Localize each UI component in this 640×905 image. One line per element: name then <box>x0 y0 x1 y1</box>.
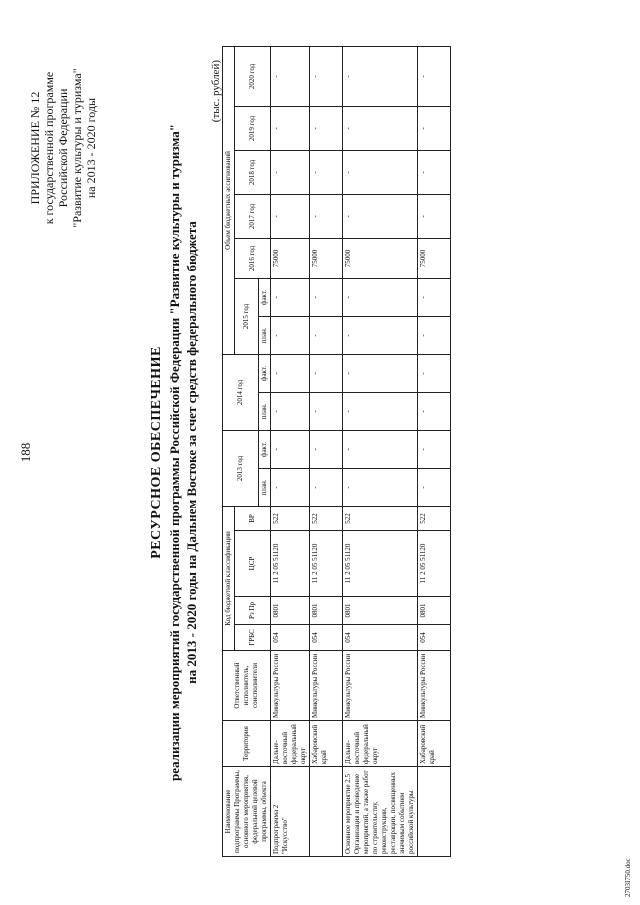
header-responsible: Ответственный исполнитель, соисполнители <box>223 651 271 721</box>
appendix-line-3: Российской Федерации <box>56 88 70 208</box>
appendix-line-1: ПРИЛОЖЕНИЕ № 12 <box>28 91 42 205</box>
page-number: 188 <box>18 442 33 463</box>
cell-2014-plan: - <box>271 392 310 430</box>
header-2014-fact: факт. <box>259 354 271 392</box>
header-budget-code: Код бюджетной классификации <box>223 506 235 650</box>
cell-responsible: Минкультуры России <box>418 651 451 721</box>
appendix-line-5: на 2013 - 2020 годы <box>84 97 98 199</box>
cell-territory: Хабаровский край <box>418 721 451 767</box>
cell-vr: 522 <box>310 506 343 530</box>
cell-csr: 11 2 05 51120 <box>310 531 343 597</box>
cell-responsible: Минкультуры России <box>271 651 310 721</box>
header-2014: 2014 год <box>223 354 259 430</box>
header-rzpr: Рз Пр <box>235 597 271 625</box>
cell-vr: 522 <box>271 506 310 530</box>
cell-vr: 522 <box>418 506 451 530</box>
header-2018: 2018 год <box>235 150 271 194</box>
cell-2019: - <box>418 106 451 150</box>
resource-table <box>222 46 451 857</box>
cell-name <box>418 767 451 857</box>
cell-territory: Хабаровский край <box>310 721 343 767</box>
header-2020: 2020 год <box>235 46 271 106</box>
cell-2020: - <box>343 46 418 106</box>
cell-2013-fact: - <box>310 430 343 468</box>
cell-2013-plan: - <box>310 468 343 506</box>
cell-2017: - <box>310 194 343 238</box>
header-2019: 2019 год <box>235 106 271 150</box>
title-line-2: на 2013 - 2020 годы на Дальнем Востоке за счет средств федерального бюджета <box>184 221 199 684</box>
cell-2016: 75000 <box>343 238 418 278</box>
cell-2015-plan: - <box>343 316 418 354</box>
header-2013: 2013 год <box>223 430 259 506</box>
cell-2016: 75000 <box>418 238 451 278</box>
cell-2014-plan: - <box>418 392 451 430</box>
cell-2019: - <box>271 106 310 150</box>
cell-rzpr: 0801 <box>343 597 418 625</box>
cell-2013-plan: - <box>271 468 310 506</box>
cell-2020: - <box>271 46 310 106</box>
cell-2014-plan: - <box>343 392 418 430</box>
cell-2016: 75000 <box>271 238 310 278</box>
cell-rzpr: 0801 <box>418 597 451 625</box>
header-2015-plan: план. <box>259 316 271 354</box>
header-grbs: ГРБС <box>235 625 271 651</box>
cell-2015-plan: - <box>310 316 343 354</box>
cell-2017: - <box>343 194 418 238</box>
cell-grbs: 054 <box>418 625 451 651</box>
table-row <box>343 46 418 856</box>
cell-csr: 11 2 05 51120 <box>418 531 451 597</box>
cell-2014-fact: - <box>418 354 451 392</box>
cell-2014-plan: - <box>310 392 343 430</box>
header-2015: 2015 год <box>235 278 259 354</box>
cell-territory: Дальне-восточный федеральный округ <box>343 721 418 767</box>
appendix-header <box>28 28 98 268</box>
appendix-line-2: к государственной программе <box>42 71 56 225</box>
cell-grbs: 054 <box>343 625 418 651</box>
cell-name: Подпрограмма 2 "Искусство" <box>271 767 310 857</box>
cell-2013-fact: - <box>271 430 310 468</box>
cell-2018: - <box>271 150 310 194</box>
table-row <box>418 46 451 856</box>
cell-2019: - <box>343 106 418 150</box>
cell-2013-plan: - <box>418 468 451 506</box>
table-row <box>310 46 343 856</box>
cell-2013-plan: - <box>343 468 418 506</box>
appendix-line-4: "Развитие культуры и туризма" <box>70 68 84 228</box>
cell-csr: 11 2 05 51120 <box>271 531 310 597</box>
cell-name: Основное мероприятие 2.5 Организация и проведение мероприятий, а также работ по строительству, реконструкции, реставрации, посвященных значимым событиям российской культуры <box>343 767 418 857</box>
cell-2015-fact: - <box>418 278 451 316</box>
cell-grbs: 054 <box>310 625 343 651</box>
header-2013-fact: факт. <box>259 430 271 468</box>
cell-2020: - <box>310 46 343 106</box>
cell-2015-fact: - <box>310 278 343 316</box>
cell-responsible: Минкультуры России <box>343 651 418 721</box>
header-territory: Территория <box>223 721 271 767</box>
cell-2013-fact: - <box>418 430 451 468</box>
title-heading: РЕСУРСНОЕ ОБЕСПЕЧЕНИЕ <box>149 346 164 559</box>
cell-rzpr: 0801 <box>310 597 343 625</box>
cell-vr: 522 <box>343 506 418 530</box>
cell-2013-fact: - <box>343 430 418 468</box>
cell-2018: - <box>343 150 418 194</box>
cell-2016: 75000 <box>310 238 343 278</box>
cell-2020: - <box>418 46 451 106</box>
cell-name <box>310 767 343 857</box>
header-2013-plan: план. <box>259 468 271 506</box>
cell-2015-plan: - <box>418 316 451 354</box>
units-label: (тыс. рублей) <box>210 60 222 123</box>
header-csr: ЦСР <box>235 531 271 597</box>
cell-2015-fact: - <box>271 278 310 316</box>
table-row <box>271 46 310 856</box>
cell-csr: 11 2 05 51120 <box>343 531 418 597</box>
header-2014-plan: план. <box>259 392 271 430</box>
header-name: Наименование подпрограммы Программы, основного мероприятия, федеральной целевой программы, объекта <box>223 767 271 857</box>
footer-filename: 2703I750.doc <box>624 858 632 897</box>
cell-2015-fact: - <box>343 278 418 316</box>
header-2016: 2016 год <box>235 238 271 278</box>
header-2017: 2017 год <box>235 194 271 238</box>
cell-2014-fact: - <box>271 354 310 392</box>
title-line-1: реализации мероприятий государственной программы Российской Федерации "Развитие культуры и туризма" <box>167 124 182 781</box>
header-volume: Объем бюджетных ассигнований <box>223 46 235 354</box>
document-title <box>148 40 200 865</box>
cell-territory: Дальне-восточный федеральный округ <box>271 721 310 767</box>
cell-grbs: 054 <box>271 625 310 651</box>
cell-2015-plan: - <box>271 316 310 354</box>
cell-2018: - <box>418 150 451 194</box>
cell-2018: - <box>310 150 343 194</box>
header-2015-fact: факт. <box>259 278 271 316</box>
cell-2014-fact: - <box>343 354 418 392</box>
cell-responsible: Минкультуры России <box>310 651 343 721</box>
cell-2019: - <box>310 106 343 150</box>
header-vr: ВР <box>235 506 271 530</box>
cell-2014-fact: - <box>310 354 343 392</box>
cell-rzpr: 0801 <box>271 597 310 625</box>
cell-2017: - <box>418 194 451 238</box>
cell-2017: - <box>271 194 310 238</box>
